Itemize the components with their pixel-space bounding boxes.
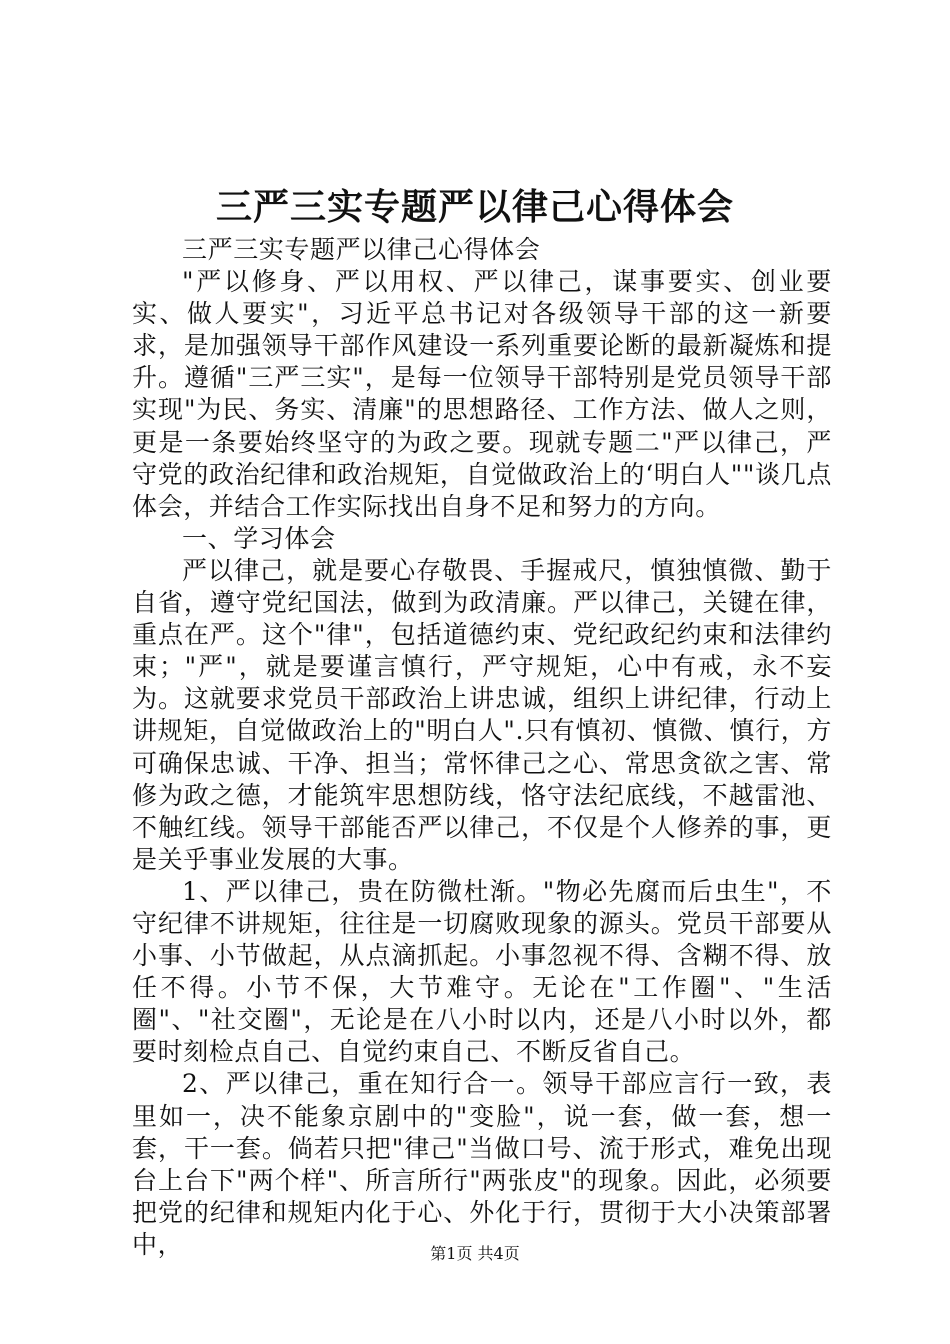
document-title: 三严三实专题严以律己心得体会 [215,186,734,228]
document-body [132,234,832,1261]
paragraph-point-2: 2、严以律己，重在知行合一。领导干部应言行一致，表里如一，决不能象京剧中的"变脸"，说一套，做一套，想一套，干一套。倘若只把"律己"当做口号、流于形式，难免出现台上台下"两个样"、所言所行"两张皮"的现象。因此，必须要把党的纪律和规矩内化于心、外化于行，贯彻于大小决策部署中， [132,1069,832,1259]
paragraph-subtitle: 三严三实专题严以律己心得体会 [182,235,541,264]
paragraph-point-1: 1、严以律己，贵在防微杜渐。"物必先腐而后虫生"，不守纪律不讲规矩，往往是一切腐败现象的源头。党员干部要从小事、小节做起，从点滴抓起。小事忽视不得、含糊不得、放任不得。小节不保，大节难守。无论在"工作圈"、"生活圈"、"社交圈"，无论是在八小时以内，还是八小时以外，都要时刻检点自己、自觉约束自己、不断反省自己。 [132,876,832,1067]
paragraph-intro: "严以修身、严以用权、严以律己，谋事要实、创业要实、做人要实"，习近平总书记对各级领导干部的这一新要求，是加强领导干部作风建设一系列重要论断的最新凝炼和提升。遵循"三严三实"，是每一位领导干部特别是党员领导干部实现"为民、务实、清廉"的思想路径、工作方法、做人之则，更是一条要始终坚守的为政之要。现就专题二"严以律己，严守党的政治纪律和政治规矩，自觉做政治上的‘明白人""谈几点体会，并结合工作实际找出自身不足和努力的方向。 [132,267,832,521]
paragraph-self-discipline: 严以律己，就是要心存敬畏、手握戒尺，慎独慎微、勤于自省，遵守党纪国法，做到为政清廉。严以律己，关键在律，重点在严。这个"律"，包括道德约束、党纪政纪约束和法律约束；"严"，就是要谨言慎行，严守规矩，心中有戒，永不妄为。这就要求党员干部政治上讲忠诚，组织上讲纪律，行动上讲规矩，自觉做政治上的"明白人".只有慎初、慎微、慎行，方可确保忠诚、干净、担当；常怀律己之心、常思贪欲之害、常修为政之德，才能筑牢思想防线，恪守法纪底线，不越雷池、不触红线。领导干部能否严以律己，不仅是个人修养的事，更是关乎事业发展的大事。 [132,555,832,874]
section-heading-learning: 一、学习体会 [182,523,336,553]
page-footer: 第1页 共4页 [430,1244,520,1263]
